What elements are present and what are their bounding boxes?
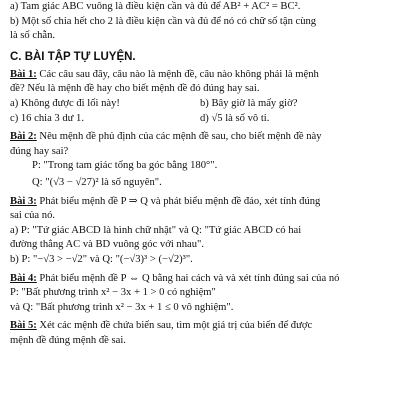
exercise-1-text: Các câu sau đây, câu nào là mệnh đề, câu nào không phải là mệnh <box>36 68 319 80</box>
intro-item-b: b) Một số chia hết cho 2 là điều kiện cần và đủ để nó có chữ số tận cùng <box>10 15 317 27</box>
exercise-4-title: Bài 4: <box>10 272 37 284</box>
exercise-2-text: Nêu mệnh đề phủ định của các mệnh đề sau, cho biết mệnh đề này <box>36 131 322 143</box>
exercise-4 <box>10 272 394 316</box>
exercise-3-title: Bài 3: <box>10 195 37 207</box>
exercise-4-text: Phát biểu mệnh đề P ⇔ Q bằng hai cách và và xét tính đúng sai của nó <box>36 272 340 284</box>
exercise-3-text-continued: sai của nó. <box>10 210 56 222</box>
exercise-2 <box>10 130 394 190</box>
exercise-1-item-b: b) Bây giờ là mấy giờ? <box>200 97 298 109</box>
exercise-1-text-continued: đề? Nếu là mệnh đề hay cho biết mệnh đề đó đúng hay sai. <box>10 83 260 95</box>
exercise-5-text-continued: mệnh đề đúng mệnh đề sai. <box>10 335 126 347</box>
exercise-2-title: Bài 2: <box>10 131 37 143</box>
exercise-1-item-c: c) 16 chia 3 dư 1. <box>10 112 84 124</box>
intro-item-b-continued: là số chẵn. <box>10 30 56 42</box>
section-heading: C. BÀI TẬP TỰ LUYỆN. <box>10 50 136 63</box>
exercise-3-item-b: b) P: "−√3 > −√2" và Q: "(−√3)³ > (−√2)³". <box>10 254 193 265</box>
exercise-4-statement-p: P: "Bất phương trình x² − 3x + 1 > 0 có nghiệm" <box>10 287 216 299</box>
intro-item-a: a) Tam giác ABC vuông là điều kiện cần và đủ để AB² + AC² = BC². <box>10 1 301 12</box>
exercise-5 <box>10 319 394 348</box>
exercise-3-text: Phát biểu mệnh đề P ⇒ Q và phát biểu mệnh đề đảo, xét tính đúng <box>36 195 321 207</box>
exercise-1-item-a: a) Không được đi lối này! <box>10 97 120 109</box>
exercise-1-item-d: d) √5 là số vô tỉ. <box>200 112 270 124</box>
exercise-2-statement-p: P: "Trong tam giác tổng ba góc bằng 180°". <box>32 160 218 172</box>
exercise-1-title: Bài 1: <box>10 68 37 80</box>
exercise-2-statement-q: Q: "(√3 − √27)² là số nguyên". <box>32 176 162 188</box>
exercise-4-statement-q: và Q: "Bất phương trình x² − 3x + 1 ≤ 0 vô nghiệm". <box>10 301 234 313</box>
exercise-5-text: Xét các mệnh đề chứa biến sau, tìm một giá trị của biến để được <box>36 320 313 332</box>
exercise-3 <box>10 195 394 268</box>
exercise-3-item-a: a) P: "Tứ giác ABCD là hình chữ nhật" và Q: "Tứ giác ABCD có hai <box>10 224 302 236</box>
exercise-3-item-a-continued: đường thẳng AC và BD vuông góc với nhau". <box>10 239 204 251</box>
exercise-2-text-continued: đúng hay sai? <box>10 145 69 157</box>
exercise-1 <box>10 68 394 126</box>
exercise-5-title: Bài 5: <box>10 320 37 332</box>
